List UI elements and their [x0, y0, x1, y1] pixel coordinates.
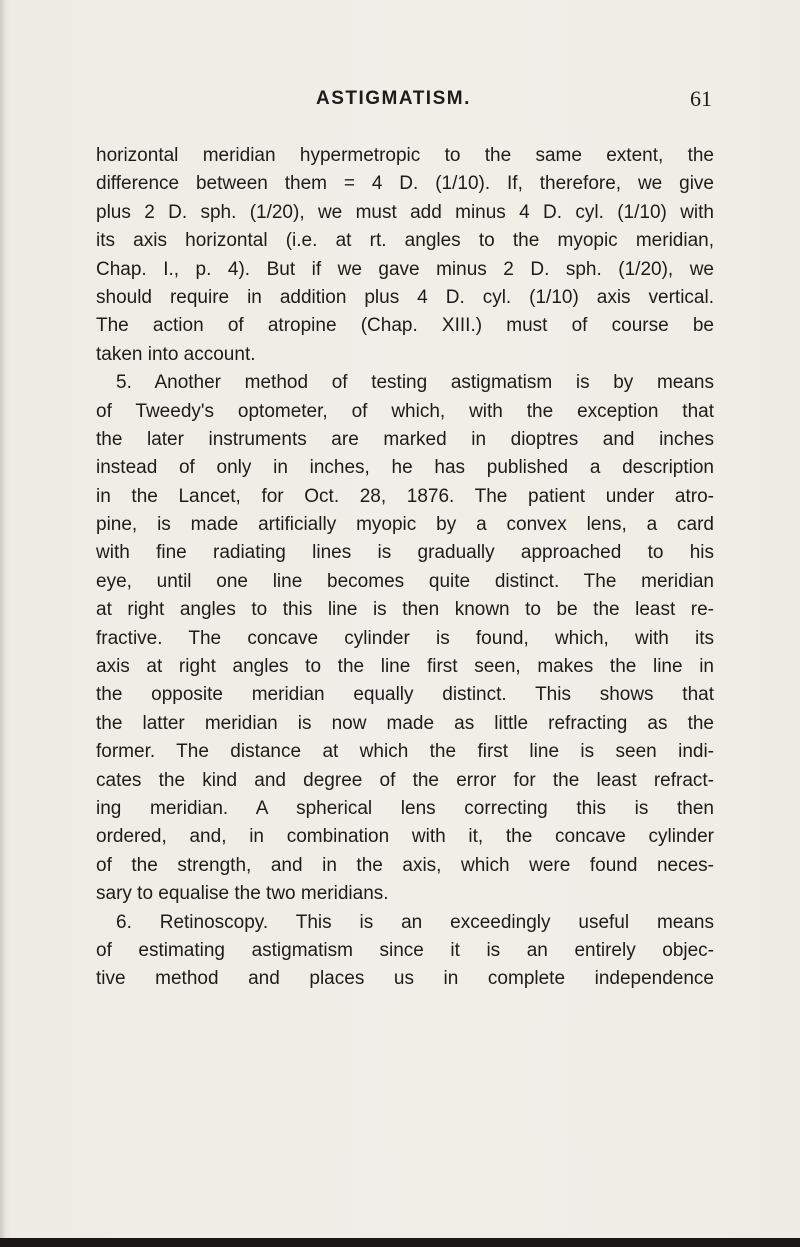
text-line: the opposite meridian equally distinct. This shows that [96, 684, 714, 706]
page-number: 61 [690, 86, 712, 111]
body-text [96, 142, 714, 994]
scan-bottom-edge [0, 1238, 800, 1247]
text-line: ing meridian. A spherical lens correcting this is then [96, 797, 714, 819]
text-line: tive method and places us in complete independence [96, 968, 714, 990]
paragraph-5-start: 5. Another method of testing astigmatism is by means [116, 372, 714, 394]
paragraph-6-start: 6. Retinoscopy. This is an exceedingly useful means [116, 911, 714, 933]
text-line: Chap. I., p. 4). But if we gave minus 2 D. sph. (1/20), we [96, 258, 714, 280]
text-line: in the Lancet, for Oct. 28, 1876. The patient under atro- [96, 485, 714, 507]
text-line: axis at right angles to the line first seen, makes the line in [96, 656, 714, 678]
running-head-title: ASTIGMATISM. [316, 88, 471, 109]
page-gutter-shadow [0, 0, 6, 1247]
running-head [96, 88, 712, 118]
text-line: difference between them = 4 D. (1/10). If, therefore, we give [96, 173, 714, 195]
text-line: fractive. The concave cylinder is found, which, with its [96, 627, 714, 649]
text-line: should require in addition plus 4 D. cyl. (1/10) axis vertical. [96, 286, 714, 308]
text-line: horizontal meridian hypermetropic to the same extent, the [96, 145, 714, 166]
text-line: cates the kind and degree of the error for the least refract- [96, 769, 714, 791]
text-line: instead of only in inches, he has published a description [96, 457, 714, 479]
text-line: of estimating astigmatism since it is an entirely objec- [96, 939, 714, 961]
text-line: ordered, and, in combination with it, the concave cylinder [96, 826, 714, 848]
text-line: its axis horizontal (i.e. at rt. angles to the myopic meridian, [96, 230, 714, 252]
text-line: with fine radiating lines is gradually approached to his [96, 542, 714, 564]
text-line: at right angles to this line is then known to be the least re- [96, 599, 714, 621]
text-line: the later instruments are marked in dioptres and inches [96, 428, 714, 450]
text-line: plus 2 D. sph. (1/20), we must add minus 4 D. cyl. (1/10) with [96, 201, 714, 223]
text-line: The action of atropine (Chap. XIII.) must of course be [96, 315, 714, 337]
text-line: of Tweedy's optometer, of which, with the exception that [96, 400, 714, 422]
text-line: the latter meridian is now made as little refracting as the [96, 712, 714, 734]
text-line: pine, is made artificially myopic by a convex lens, a card [96, 514, 714, 536]
text-line: former. The distance at which the first line is seen indi- [96, 741, 714, 763]
text-line: of the strength, and in the axis, which were found neces- [96, 854, 714, 876]
text-line: eye, until one line becomes quite distinct. The meridian [96, 570, 714, 592]
text-line: taken into account. [96, 343, 256, 365]
text-line: sary to equalise the two meridians. [96, 883, 389, 905]
